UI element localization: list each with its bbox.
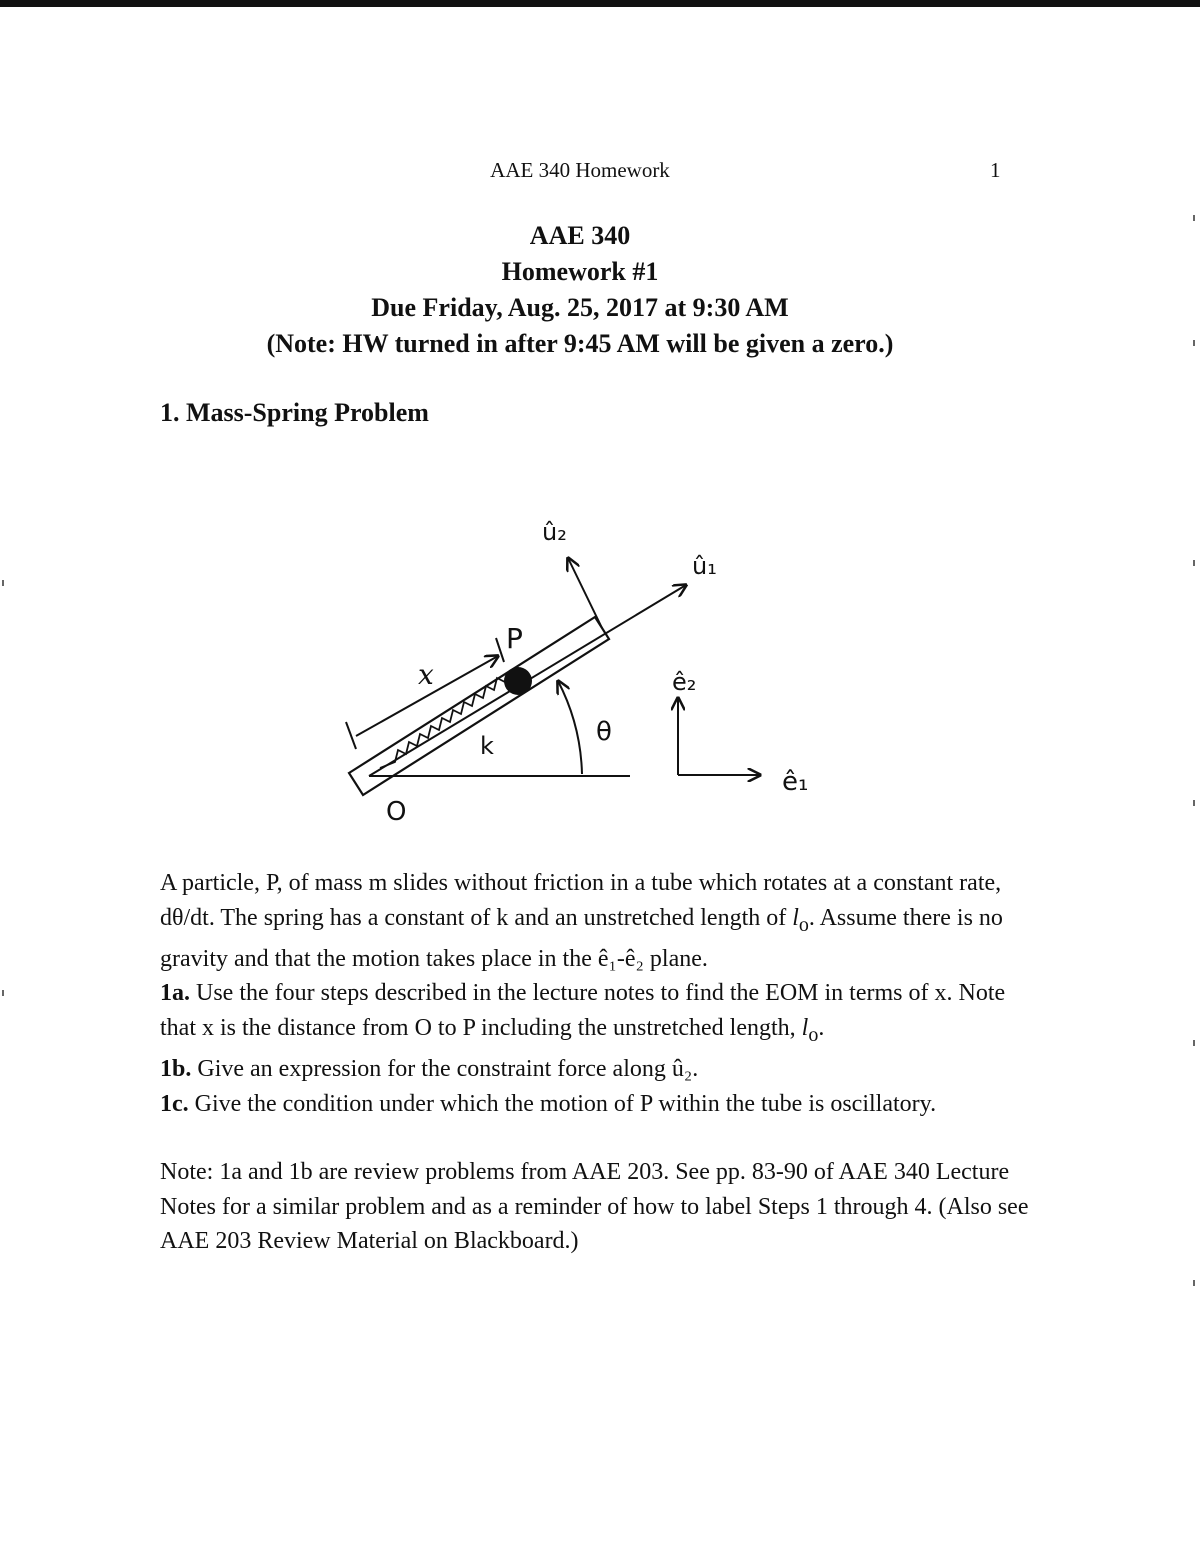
review-note: Note: 1a and 1b are review problems from AAE 203. See pp. 83-90 of AAE 340 Lecture Notes for a similar problem and as a reminder of how to label Steps 1 through 4. (Also see AAE 203 Review Material on Blackboard.) (160, 1159, 1029, 1255)
label-o: O (386, 797, 407, 827)
label-theta: θ (596, 717, 612, 747)
label-e2: ê₂ (672, 668, 697, 696)
part-1a-text-2: . (818, 1014, 825, 1041)
scan-edge-mark (1193, 340, 1195, 346)
x-dimension-tick-left (346, 722, 356, 749)
theta-arc (558, 681, 582, 774)
intro-text-2: . Assume there is no gravity and that the motion takes place in the ê₁-ê₂ plane. (160, 904, 1003, 972)
assignment-title: Homework #1 (501, 257, 659, 286)
scan-edge-mark (1193, 800, 1195, 806)
scan-edge-mark (2, 580, 4, 586)
label-u1: û₁ (692, 552, 717, 580)
particle-p (504, 667, 532, 695)
label-x: x (418, 658, 434, 691)
scan-edge-mark (1193, 1040, 1195, 1046)
mass-spring-diagram (320, 490, 860, 850)
label-p: P (506, 622, 523, 655)
part-1b (160, 1052, 1030, 1087)
label-u2: û₂ (542, 518, 567, 546)
late-note: (Note: HW turned in after 9:45 AM will be given a zero.) (266, 329, 894, 358)
intro-text-1: A particle, P, of mass m slides without friction in a tube which rotates at a constant rate, dθ/dt. The spring has a constant of k and an unstretched length of (160, 870, 1002, 931)
part-1a-text-1: Use the four steps described in the lecture notes to find the EOM in terms of x. Note that x is the distance from O to P including the unstretched length, (160, 980, 1006, 1041)
part-1c-label: 1c. (160, 1090, 189, 1117)
part-1c-text: Give the condition under which the motion of P within the tube is oscillatory. (188, 1090, 937, 1117)
scan-edge-mark (1193, 1280, 1195, 1286)
title-block (0, 218, 1160, 362)
x-dimension-tick-right (496, 638, 504, 662)
l-symbol-1a: l (801, 1014, 809, 1041)
part-1b-text: Give an expression for the constraint force along û₂. (191, 1056, 699, 1083)
u2-arrow (568, 558, 602, 628)
l-symbol: l (792, 904, 799, 931)
scan-top-border (0, 0, 1200, 7)
running-title: AAE 340 Homework (490, 158, 670, 182)
l-subscript-1a: o (808, 1023, 819, 1046)
scan-edge-mark (1193, 215, 1195, 221)
label-k: k (480, 732, 494, 760)
l-subscript: o (798, 913, 809, 936)
section-heading: 1. Mass-Spring Problem (160, 398, 429, 427)
course-title: AAE 340 (529, 221, 631, 250)
part-1a (160, 976, 1030, 1052)
due-date: Due Friday, Aug. 25, 2017 at 9:30 AM (371, 293, 789, 322)
problem-text (160, 866, 1030, 1259)
scan-edge-mark (2, 990, 4, 996)
part-1c (160, 1087, 1030, 1122)
scan-edge-mark (1193, 560, 1195, 566)
label-e1: ê₁ (782, 767, 809, 797)
page-number: 1 (990, 158, 1001, 182)
problem-intro (160, 866, 1030, 976)
part-1b-label: 1b. (160, 1056, 192, 1083)
part-1a-label: 1a. (160, 980, 190, 1007)
